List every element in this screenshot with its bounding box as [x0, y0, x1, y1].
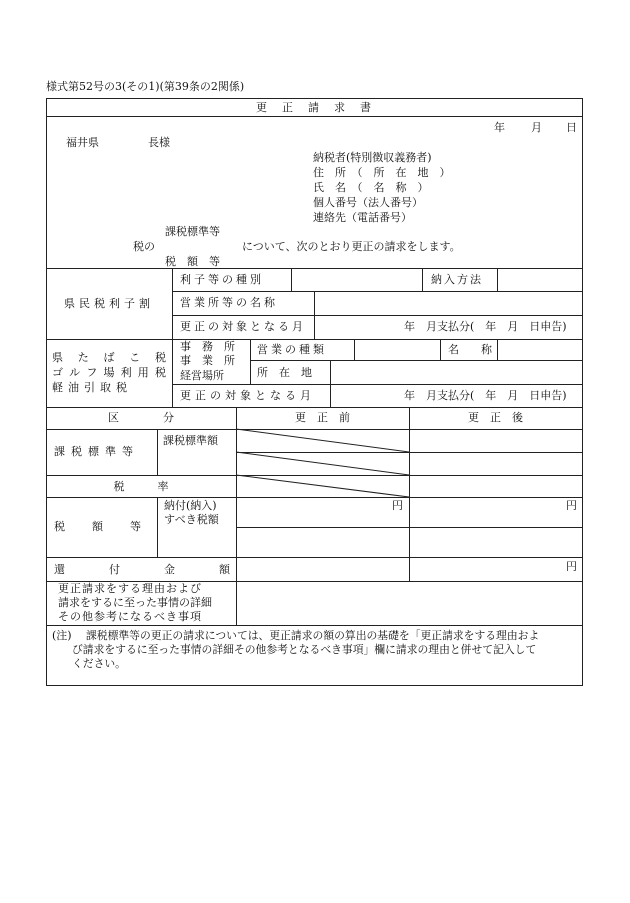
note-line-3: ください。 — [72, 657, 126, 670]
location-label: 所 在 地 — [257, 366, 312, 379]
addressee-prefecture: 福井県 — [66, 136, 99, 149]
tax-due-label-2: すべき税額 — [164, 513, 219, 526]
taxpayer-contact: 連絡先（電話番号） — [313, 211, 412, 224]
office-name-label: 営業所等の名称 — [180, 296, 278, 309]
taxpayer-number: 個人番号（法人番号） — [313, 196, 423, 209]
taxpayer-label: 納税者(特別徴収義務者) — [313, 151, 432, 164]
refund-amount-text: 還 付 金 額 — [54, 563, 230, 576]
interest-kind-label: 利子等の種別 — [180, 273, 264, 286]
yen-unit-after: 円 — [566, 499, 577, 512]
form-title: 更 正 請 求 書 — [256, 101, 373, 114]
office-label-1: 事 務 所 — [180, 340, 235, 353]
tobacco-target-month-value: 年 月支払分( 年 月 日申告) — [404, 389, 567, 402]
request-line-1: 課税標準等 — [165, 225, 220, 238]
addressee-suffix: 長様 — [148, 136, 170, 149]
tax-basis-amount-label: 課税標準額 — [163, 434, 218, 447]
tax-basis-label: 課税標準等 — [54, 445, 139, 458]
reason-label-1: 更正請求をする理由および — [58, 582, 202, 595]
form-number: 様式第52号の3(その1)(第39条の2関係) — [46, 80, 245, 93]
target-month-label: 更正の対象となる月 — [180, 320, 306, 333]
tax-amount-label: 税 額 等 — [54, 520, 149, 533]
note-line-2: び請求をするに至った事情の詳細その他参考となるべき事項」欄に請求の理由と併せて記入して — [72, 643, 537, 656]
yen-unit-before: 円 — [392, 499, 403, 512]
note-mark: (注) — [52, 629, 72, 642]
reason-label-2: 請求をするに至った事情の詳細 — [58, 596, 212, 609]
refund-amount-label — [54, 563, 230, 577]
col-before-correction: 更 正 前 — [295, 411, 350, 424]
note-line-1: 課税標準等の更正の請求については、更正請求の額の算出の基礎を「更正請求をする理由およ — [86, 629, 540, 642]
taxpayer-address: 住 所 （ 所 在 地 ） — [313, 166, 451, 179]
payment-method-label: 納入方法 — [431, 273, 483, 286]
request-tax-prefix: 税の — [133, 240, 155, 253]
date-year: 年 — [494, 121, 505, 134]
office-label-3: 経営場所 — [180, 369, 224, 382]
office-label-2: 事 業 所 — [180, 354, 235, 367]
col-classification: 区 分 — [108, 411, 174, 424]
col-after-correction: 更 正 後 — [468, 411, 523, 424]
request-line-3: 税 額 等 — [165, 255, 220, 268]
target-month-value: 年 月支払分( 年 月 日申告) — [404, 320, 567, 333]
taxpayer-name: 氏 名 （ 名 称 ） — [313, 181, 429, 194]
date-day: 日 — [566, 121, 577, 134]
section-interest-tax: 県民税利子割 — [64, 297, 154, 310]
date-month: 月 — [531, 121, 542, 134]
section-tobacco-tax — [52, 351, 166, 365]
section-light-oil-tax: 軽油引取税 — [52, 381, 132, 394]
business-type-label: 営業の種類 — [257, 343, 327, 356]
tobacco-target-month-label: 更正の対象となる月 — [180, 389, 315, 402]
section-golf-tax — [52, 366, 166, 380]
tax-rate-label: 税 率 — [113, 480, 169, 493]
business-name-label: 名 称 — [448, 343, 492, 356]
request-sentence: について、次のとおり更正の請求をします。 — [242, 240, 461, 253]
yen-unit-refund: 円 — [566, 560, 577, 573]
section-golf-line: ゴ ル フ 場 利 用 税 — [52, 366, 166, 379]
tax-due-label-1: 納付(納入) — [164, 499, 217, 512]
section-tobacco-line-1: 県 た ば こ 税 — [52, 351, 166, 364]
reason-label-3: その他参考になるべき事項 — [58, 610, 202, 623]
